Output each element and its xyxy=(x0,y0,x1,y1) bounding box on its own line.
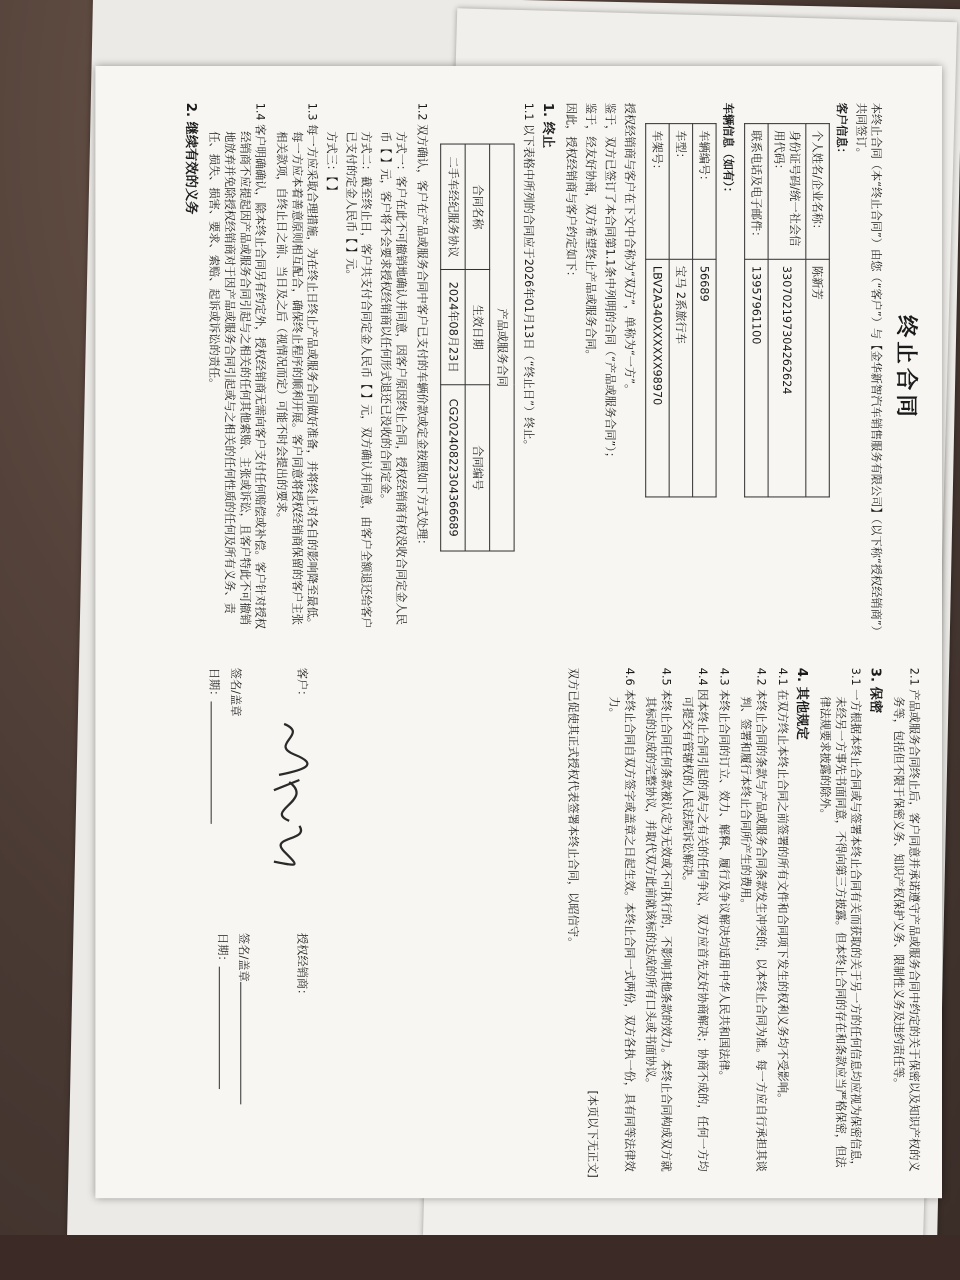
table-cell: 车架号： xyxy=(646,124,669,260)
right-column xyxy=(207,667,922,1178)
clause-3-1: 3.1 一方根据本终止合同或与签署本终止合同有关而获取的关于另一方的任何信息均应视为保密信息，未经另一方事先书面同意，不得向第三方披露。但本终止合同的存在和条款应当严格保密，但法律法规要求披露的除外。 xyxy=(818,667,863,1172)
table-row xyxy=(465,144,489,551)
customer-sign-label: 客户： xyxy=(295,667,309,702)
closing-note: [本页以下无正文] xyxy=(586,1090,600,1178)
contract-table xyxy=(440,144,514,552)
table-cell: 330702197304262624 xyxy=(768,259,806,497)
table-header: 生效日期 xyxy=(465,270,489,385)
section-heading: 4. 其他规定 xyxy=(794,667,810,740)
table-row xyxy=(646,124,669,497)
table-row xyxy=(768,124,806,497)
table-header: 合同名称 xyxy=(465,144,489,270)
table-cell: 车型： xyxy=(669,124,692,260)
vehicle-table xyxy=(645,123,716,497)
sign-line xyxy=(240,982,253,1104)
desk-edge xyxy=(0,1235,960,1280)
clause-4-2: 4.2 本终止合同的条款与产品或服务合同条款发生冲突的，以本终止合同为准。每一方应自行承担其谈判、签署和履行本终止合同所产生的费用。 xyxy=(739,667,768,1172)
date-label: 日期： xyxy=(215,933,230,967)
recital-text: 授权经销商与客户在下文中合称为“双方”，单称为“一方”。 xyxy=(622,102,636,396)
table-caption: 产品或服务合同 xyxy=(490,144,514,551)
table-cell: 车辆编号： xyxy=(693,124,716,260)
section-heading: 3. 保密 xyxy=(867,667,883,714)
date-line xyxy=(219,967,232,1089)
clause-option-2: 方式二：截至终止日，客户共支付合同定金人民币【 】元，双方确认并同意，由客户全额退还给客户已支付的定金人民币【 】元。 xyxy=(344,131,373,629)
table-cell: LBV2A340XXXXXX98970 xyxy=(646,259,669,497)
sign-stamp-label: 签名/盖章 xyxy=(229,667,243,717)
intro-text: 本终止合同（本“终止合同”）由您（“客户”）与【金华新智汽车销售服务有限公司】（以下称“授权经销商”）共同签订。 xyxy=(854,102,883,632)
contract-page xyxy=(95,66,942,1198)
clause-1-2: 1.2 双方确认，客户在产品或服务合同中客户已支付的车辆价款或定金按照如下方式处理： xyxy=(415,102,429,551)
handwritten-signature xyxy=(259,719,320,872)
table-cell: 个人姓名/企业名称： xyxy=(806,124,829,260)
customer-table xyxy=(744,123,830,497)
date-label: 日期： xyxy=(207,667,221,702)
clause-4-4: 4.4 因本终止合同引起的或与之有关的任何争议，双方应首先友好协商解决；协商不成的，任何一方均可提交有管辖权的人民法院诉讼解决。 xyxy=(680,667,710,1172)
clause-1-3: 1.3 每一方应采取合理措施，为在终止日终止产品或服务合同做好准备，并将终止对各自的影响降至最低。每一方应本着善意原则相互配合，确保终止程序的顺利开展。客户同意将授权经销商保留的客户主张相关款项，自终止日之前、当日及之后（视情况而定）可能不时会提出的要求。 xyxy=(274,102,319,630)
dealer-sign-label: 授权经销商： xyxy=(295,933,309,1001)
table-cell: 2024年08月23日 xyxy=(441,270,465,385)
section-heading: 1. 终止 xyxy=(540,102,556,149)
closing-text: 双方已促使其正式授权代表签署本终止合同，以昭信守。 xyxy=(566,667,580,949)
recital-text: 因此，授权经销商与客户约定如下： xyxy=(564,102,578,283)
table-row xyxy=(745,124,768,497)
table-row xyxy=(441,144,465,551)
clause-4-1: 4.1 在双方终止本终止合同之前签署的所有文件和合同项下发生的权利义务均不受影响。 xyxy=(775,667,789,1105)
left-column xyxy=(179,103,922,633)
clause-4-5: 4.5 本终止合同任何条款被认定为无效或不可执行的，不影响其他条款的效力。本终止合同构成双方就其标的达成的完整协议，并取代双方此前就该标的达成的所有口头或书面协议。 xyxy=(644,667,673,1172)
vehicle-label: 车辆信息（如有）： xyxy=(721,102,735,199)
recital-text: 鉴于，经友好协商，双方希望终止产品或服务合同。 xyxy=(583,102,598,361)
customer-label: 客户信息： xyxy=(834,102,849,159)
clause-1-4: 1.4 客户明确确认，除本终止合同另有约定外，授权经销商无需向客户支付任何赔偿或补偿。客户针对授权经销商不应提起因产品或服务合同引起与之相关的任何其他索赔、主张或诉讼，且客户特此不可撤销地放弃并免除授权经销商对于因产品或服务合同引起或与之相关的任何性质的任何及所有义务、责任、损失、损害、要求、索赔、起诉或诉讼的责任。 xyxy=(207,102,267,630)
signature-area xyxy=(95,668,309,1178)
table-cell: 13957961100 xyxy=(745,259,768,497)
clause-4-3: 4.3 本终止合同的订立、效力、解释、履行及争议解决均适用中华人民共和国法律。 xyxy=(717,667,731,1082)
sign-stamp-label: 签名/盖章 xyxy=(237,933,251,982)
clause-option-3: 方式三：【 】 xyxy=(324,131,339,197)
table-cell: 联系电话及电子邮件： xyxy=(745,124,768,260)
section-heading: 2. 继续有效的义务 xyxy=(183,102,199,215)
table-cell: 身份证号码/统一社会信用代码： xyxy=(768,124,806,260)
dealer-signature-block xyxy=(211,933,310,1157)
table-cell: 56689 xyxy=(693,259,716,497)
table-row xyxy=(490,144,514,551)
table-cell: 二手车经纪服务协议 xyxy=(441,144,465,270)
table-cell: CG20240822304366689 xyxy=(441,384,465,551)
table-header: 合同编号 xyxy=(465,384,489,551)
clause-1-1: 1.1 以下表格中所列的合同应于2026年01月13日（“终止日”）终止。 xyxy=(521,102,536,451)
clause-2-1: 2.1 产品或服务合同终止后，客户同意并承诺遵守产品或服务合同中约定的关于保密以及知识产权的义务等，包括但不限于保密义务、知识产权保护义务、限制性义务及违约责任等。 xyxy=(892,667,921,1172)
table-cell: 宝马 2系旅行车 xyxy=(669,259,692,497)
page-title: 终止合同 xyxy=(893,314,919,421)
table-row xyxy=(693,124,716,497)
recital-text: 鉴于，双方已签订了本合同第1.1条中列明的合同（“产品或服务合同”）； xyxy=(603,102,617,464)
table-row xyxy=(806,124,829,497)
clause-option-1: 方式一：客户在此不可撤销地确认并同意，因客户原因终止合同，授权经销商有权没收合同定金人民币【 】元，客户将不会要求授权经销商以任何形式退还已没收的合同定金。 xyxy=(378,131,408,625)
clause-4-6: 4.6 本终止合同自双方签字或盖章之日起生效。本终止合同一式两份，双方各执一份，具有同等法律效力。 xyxy=(607,667,636,1172)
table-row xyxy=(669,124,692,497)
customer-signature-block xyxy=(203,668,310,892)
table-cell: 陈新芳 xyxy=(806,259,829,497)
date-line xyxy=(211,701,224,823)
